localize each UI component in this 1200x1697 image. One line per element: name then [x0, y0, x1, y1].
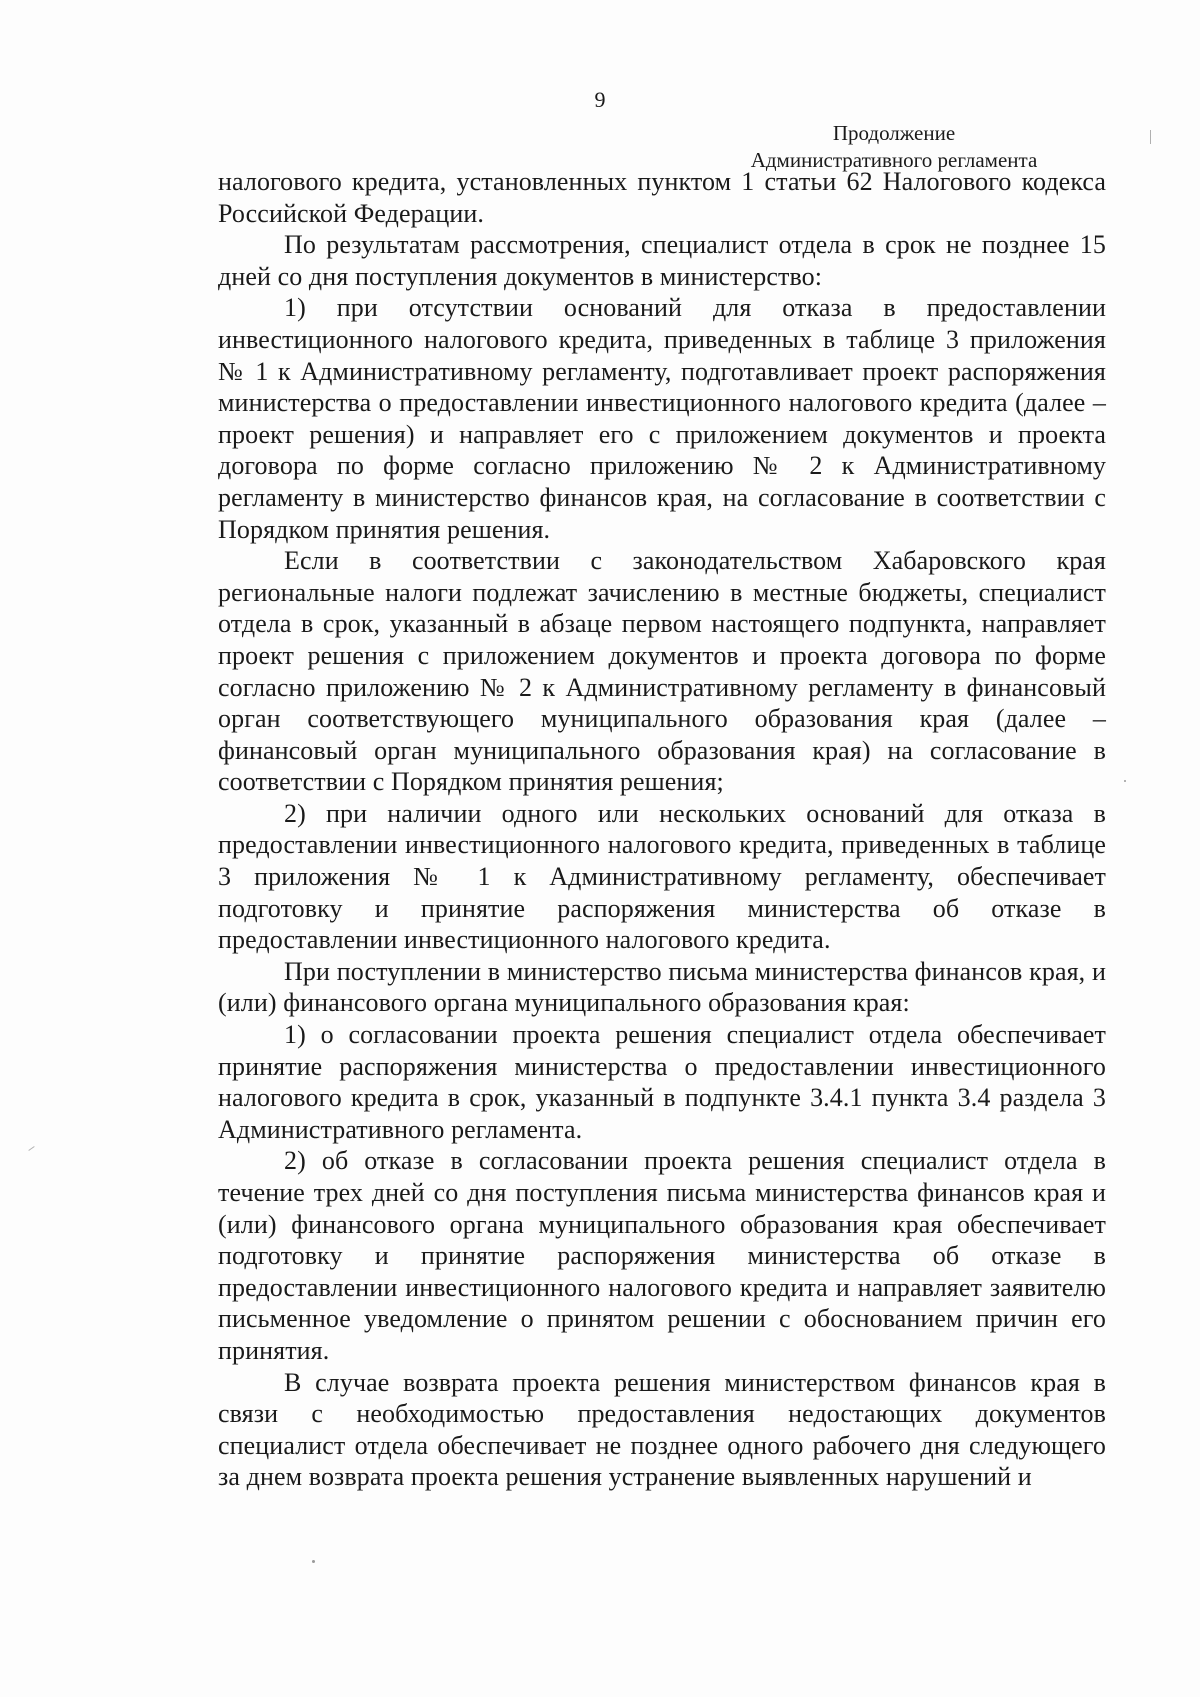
- paragraph: В случае возврата проекта решения министерством финансов края в связи с необходимостью предоставления недостающих документов специалист отдела обеспечивает не позднее одного рабочего дня следующего за днем возврата проекта решения устранение выявленных нарушений и: [218, 1367, 1106, 1492]
- scan-dust-speck: [312, 1560, 315, 1563]
- paragraph: 1) о согласовании проекта решения специалист отдела обеспечивает принятие распоряжения министерства о предоставлении инвестиционного налогового кредита в срок, указанный в подпункте 3.4.1 пункта 3.4 раздела 3 Административного регламента.: [218, 1020, 1106, 1144]
- continuation-document-name: Административного регламента: [750, 148, 1038, 172]
- page-number: 9: [594, 87, 606, 112]
- paragraph: Если в соответствии с законодательством Хабаровского края региональные налоги подлежат зачислению в местные бюджеты, специалист отдела в срок, указанный в абзаце первом настоящего подпункта, направляет проект решения с приложением документов и проекта договора по форме согласно приложению № 2 к Административному регламенту в финансовый орган соответствующего муниципального образования края (далее – финансовый орган муниципального образования края) на согласование в соответствии с Порядком принятия решения;: [218, 546, 1106, 797]
- scan-dust-speck: [1124, 780, 1126, 782]
- continuation-label: Продолжение: [832, 121, 956, 145]
- paragraph: 2) об отказе в согласовании проекта решения специалист отдела в течение трех дней со дня поступления письма министерства финансов края и (или) финансового органа муниципального образования края обеспечивает подготовку и принятие распоряжения министерства об отказе в предоставлении инвестиционного налогового кредита и направляет заявителю письменное уведомление о принятом решении с обоснованием причин его принятия.: [218, 1146, 1106, 1365]
- scan-edge-mark: [28, 1146, 34, 1151]
- paragraph: 2) при наличии одного или нескольких оснований для отказа в предоставлении инвестиционного налогового кредита, приведенных в таблице 3 приложения № 1 к Административному регламенту, обеспечивает подготовку и принятие распоряжения министерства об отказе в предоставлении инвестиционного налогового кредита.: [218, 798, 1106, 955]
- paragraph: При поступлении в министерство письма министерства финансов края, и (или) финансового органа муниципального образования края:: [218, 956, 1106, 1018]
- scan-edge-mark: [1150, 130, 1151, 144]
- paragraph: По результатам рассмотрения, специалист отдела в срок не позднее 15 дней со дня поступления документов в министерство:: [218, 230, 1106, 291]
- paragraph: 1) при отсутствии оснований для отказа в предоставлении инвестиционного налогового кредита, приведенных в таблице 3 приложения № 1 к Административному регламенту, подготавливает проект распоряжения министерства о предоставлении инвестиционного налогового кредита (далее – проект решения) и направляет его с приложением документов и проекта договора по форме согласно приложению № 2 к Административному регламенту в министерство финансов края, на согласование в соответствии с Порядком принятия решения.: [218, 293, 1106, 544]
- paragraph: налогового кредита, установленных пунктом 1 статьи 62 Налогового кодекса Российской Федерации.: [218, 167, 1106, 228]
- document-body: [218, 166, 1106, 1493]
